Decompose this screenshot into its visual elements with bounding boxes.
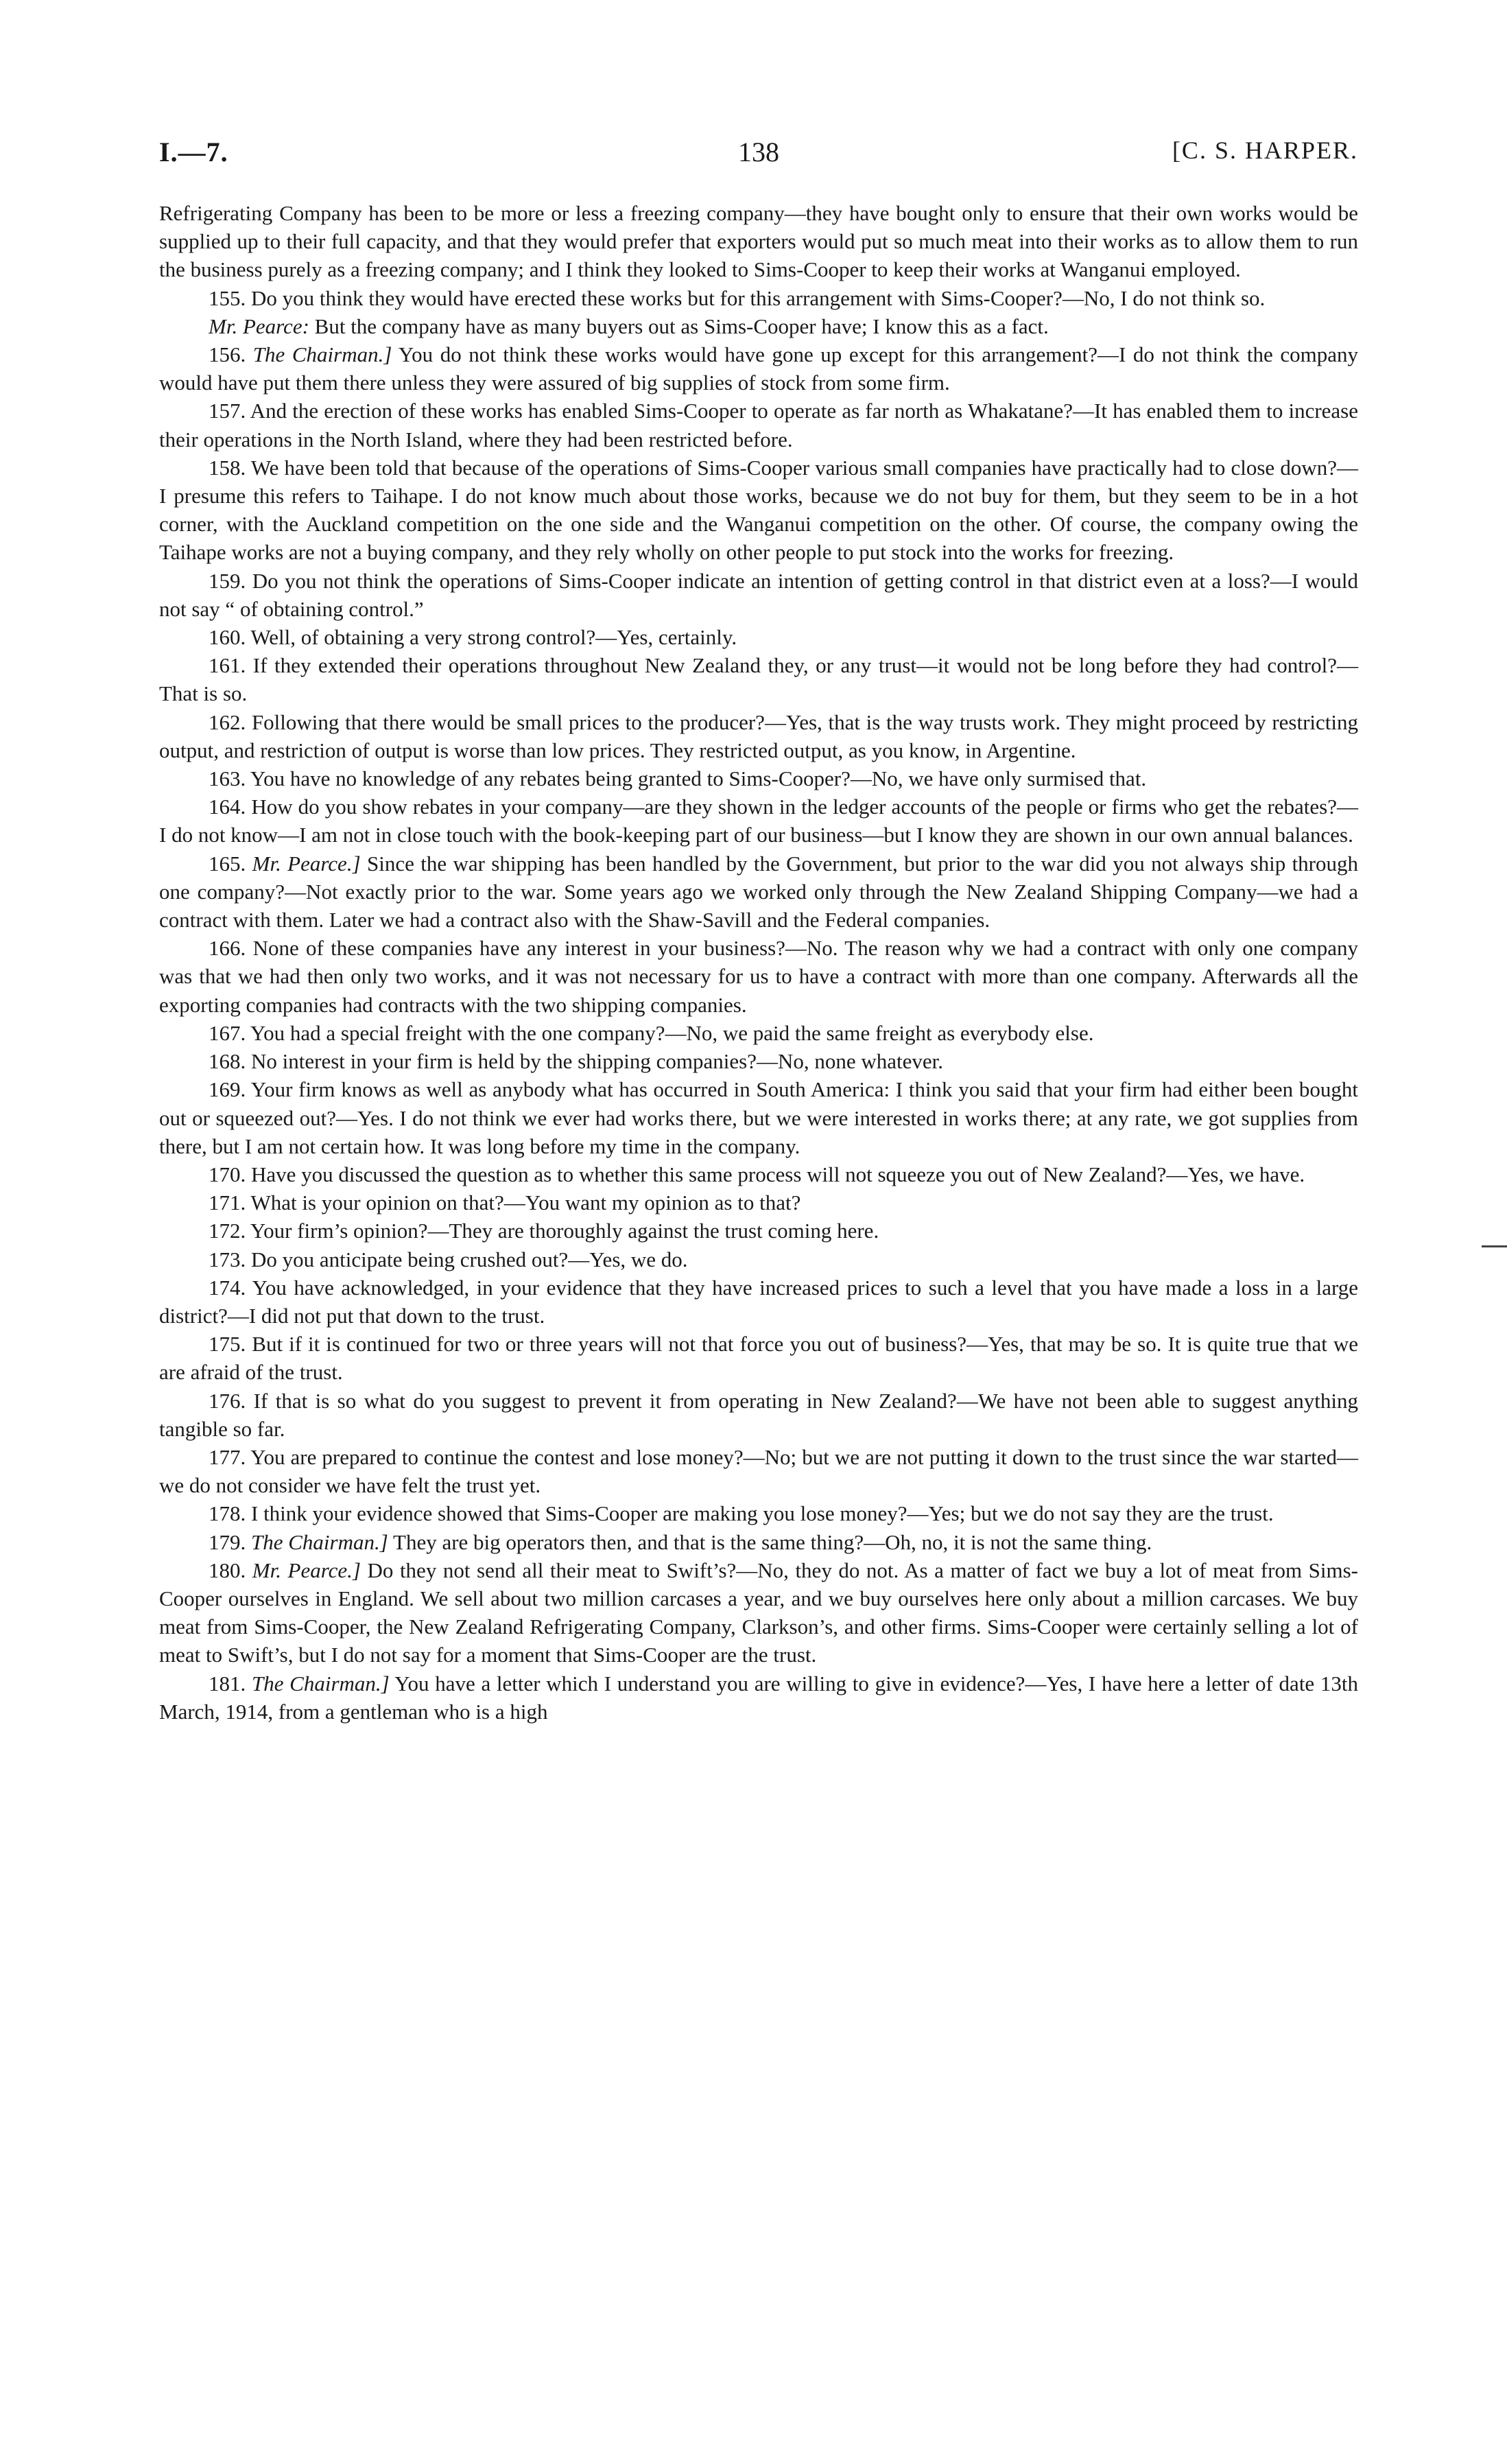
question-176: 176. If that is so what do you suggest to prevent it from operating in New Zealand?—We have not been able to suggest anything tangible so far. bbox=[159, 1388, 1358, 1441]
question-number: 180. bbox=[209, 1558, 246, 1582]
question-179 bbox=[159, 1528, 1358, 1556]
question-173: 173. Do you anticipate being crushed out?—Yes, we do. bbox=[209, 1247, 688, 1271]
interjection-text: But the company have as many buyers out as Sims-Cooper have; I know this as a fact. bbox=[309, 314, 1049, 338]
paragraph-continuation: Refrigerating Company has been to be more or less a freezing company—they have bought only to ensure that their own works would be supplied up to their full capacity, and that they would prefer that exporters would put so much meat into their works as to allow them to run the business purely as a freezing company; and I think they looked to Sims-Cooper to keep their works at Wanganui employed. bbox=[159, 201, 1358, 282]
question-170: 170. Have you discussed the question as to whether this same process will not squeeze you out of New Zealand?—Yes, we have. bbox=[209, 1162, 1305, 1186]
page-number: 138 bbox=[738, 137, 779, 167]
question-175: 175. But if it is continued for two or three years will not that force you out of business?—Yes, that may be so. It is quite true that we are afraid of the trust. bbox=[159, 1332, 1358, 1385]
question-168: 168. No interest in your firm is held by the shipping companies?—No, none whatever. bbox=[209, 1049, 944, 1074]
question-162: 162. Following that there would be small prices to the producer?—Yes, that is the way trusts work. They might proceed by restricting output, and restriction of output is worse than low prices. They restricted output, as you know, in Argentine. bbox=[159, 709, 1358, 762]
question-167: 167. You had a special freight with the one company?—No, we paid the same freight as everybody else. bbox=[209, 1020, 1094, 1045]
speaker-label: The Chairman.] bbox=[252, 342, 392, 367]
speaker-label: Mr. Pearce.] bbox=[252, 1558, 361, 1582]
page-header bbox=[159, 136, 1358, 170]
question-text: They are big operators then, and that is the same thing?—Oh, no, it is not the same thing. bbox=[388, 1529, 1152, 1554]
question-159: 159. Do you not think the operations of Sims-Cooper indicate an intention of getting control in that district even at a loss?—I would not say “ of obtaining control.” bbox=[159, 568, 1358, 621]
question-166: 166. None of these companies have any interest in your business?—No. The reason why we had a contract with only one company was that we had then only two works, and it was not necessary for us to have a contract with more than one company. Afterwards all the exporting companies had contracts with the two shipping companies. bbox=[159, 936, 1358, 1017]
question-164: 164. How do you show rebates in your company—are they shown in the ledger accounts of the people or firms who get the rebates?—I do not know—I am not in close touch with the book-keeping part of our business—but I know they are shown in our own annual balances. bbox=[159, 795, 1358, 847]
question-178: 178. I think your evidence showed that Sims-Cooper are making you lose money?—Yes; but we do not say they are the trust. bbox=[209, 1501, 1274, 1526]
margin-mark bbox=[1482, 1245, 1507, 1247]
speaker-label: The Chairman.] bbox=[251, 1671, 390, 1696]
question-160: 160. Well, of obtaining a very strong control?—Yes, certainly. bbox=[209, 625, 737, 650]
question-177: 177. You are prepared to continue the contest and lose money?—No; but we are not putting it down to the trust since the war started—we do not consider we have felt the trust yet. bbox=[159, 1444, 1358, 1498]
question-180 bbox=[159, 1556, 1358, 1669]
question-number: 156. bbox=[209, 342, 246, 367]
question-174: 174. You have acknowledged, in your evidence that they have increased prices to such a level that you have made a loss in a large district?—I did not put that down to the trust. bbox=[159, 1275, 1358, 1328]
parliamentary-paper-reference: I.—7. bbox=[159, 137, 228, 167]
question-157: 157. And the erection of these works has enabled Sims-Cooper to operate as far north as Whakatane?—It has enabled them to increase their operations in the North Island, where they had been restricted before. bbox=[159, 399, 1358, 451]
question-165 bbox=[159, 849, 1358, 935]
question-number: 181. bbox=[209, 1671, 246, 1696]
question-text: You have a letter which I understand you are willing to give in evidence?—Yes, I have here a letter of date 13th March, 1914, from a gentleman who is a high bbox=[159, 1671, 1359, 1724]
question-181 bbox=[159, 1669, 1358, 1726]
interjection-pearce bbox=[159, 312, 1358, 340]
question-156 bbox=[159, 340, 1358, 397]
question-172: 172. Your firm’s opinion?—They are thoroughly against the trust coming here. bbox=[209, 1219, 879, 1243]
question-158: 158. We have been told that because of the operations of Sims-Cooper various small companies have practically had to close down?—I presume this refers to Taihape. I do not know much about those works, because we do not buy for them, but they seem to be in a hot corner, with the Auckland competition on the one side and the Wanganui competition on the other. Of course, the company owing the Taihape works are not a buying company, and they rely wholly on other people to put stock into the works for freezing. bbox=[159, 455, 1358, 565]
speaker-label: The Chairman.] bbox=[251, 1529, 388, 1554]
speaker-label: Mr. Pearce.] bbox=[252, 851, 361, 876]
question-161: 161. If they extended their operations throughout New Zealand they, or any trust—it would not be long before they had control?—That is so. bbox=[159, 653, 1358, 706]
witness-name: [C. S. HARPER. bbox=[1172, 137, 1358, 164]
question-163: 163. You have no knowledge of any rebates being granted to Sims-Cooper?—No, we have only surmised that. bbox=[209, 766, 1147, 791]
question-169: 169. Your firm knows as well as anybody what has occurred in South America: I think you said that your firm had either been bought out or squeezed out?—Yes. I do not think we ever had works there, but we were interested in works there; at any rate, we got supplies from there, but I am not certain how. It was long before my time in the company. bbox=[159, 1077, 1358, 1158]
question-text: Since the war shipping has been handled by the Government, but prior to the war did you not always ship through one company?—Not exactly prior to the war. Some years ago we worked only through the New Zealand Shipping Company—we had a contract with them. Later we had a contract also with the Shaw-Savill and the Federal companies. bbox=[159, 851, 1359, 932]
question-155: 155. Do you think they would have erected these works but for this arrangement with Sims-Cooper?—No, I do not think so. bbox=[209, 285, 1266, 310]
question-text: Do they not send all their meat to Swift’s?—No, they do not. As a matter of fact we buy a lot of meat from Sims-Cooper ourselves in England. We sell about two million carcases a year, and we buy ourselves here only about a million carcases. We buy meat from Sims-Cooper, the New Zealand Refrigerating Company, Clarkson’s, and other firms. Sims-Cooper were certainly selling a lot of meat to Swift’s, but I do not say for a moment that Sims-Cooper are the trust. bbox=[159, 1558, 1358, 1667]
question-text: You do not think these works would have gone up except for this arrangement?—I do not think the company would have put them there unless they were assured of big supplies of stock from some firm. bbox=[159, 342, 1358, 395]
speaker-label: Mr. Pearce: bbox=[209, 314, 309, 338]
question-number: 179. bbox=[209, 1529, 246, 1554]
question-number: 165. bbox=[209, 851, 246, 876]
transcript-body bbox=[159, 199, 1358, 1726]
question-171: 171. What is your opinion on that?—You want my opinion as to that? bbox=[209, 1190, 801, 1215]
